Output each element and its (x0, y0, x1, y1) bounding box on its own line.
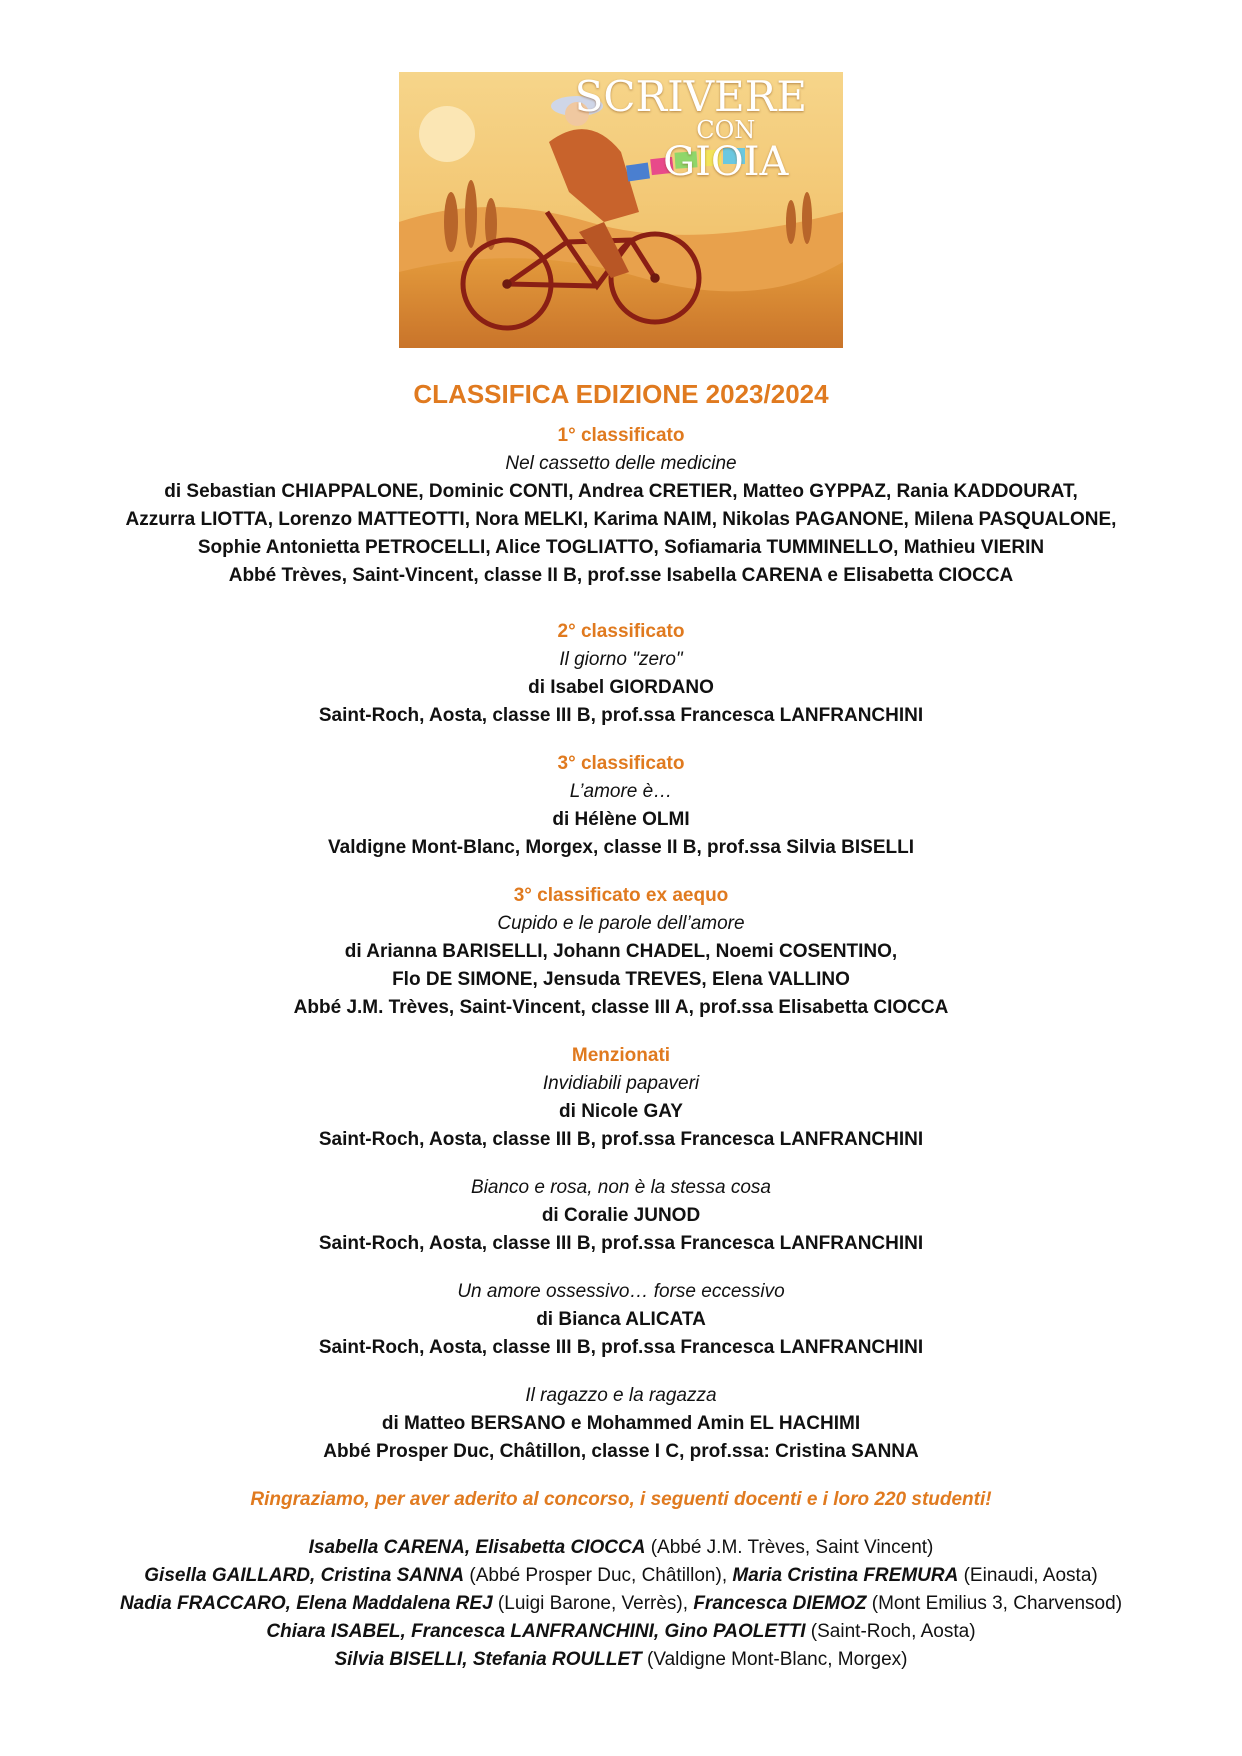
authors-line: di Sebastian CHIAPPALONE, Dominic CONTI, Andrea CRETIER, Matteo GYPPAZ, Rania KADDOURAT, (164, 481, 1078, 502)
ranking-document (0, 376, 1242, 1674)
rank-label: 3° classificato (557, 753, 685, 774)
teacher-school: (Einaudi, Aosta) (958, 1565, 1098, 1586)
school-line: Abbé Prosper Duc, Châtillon, classe I C, prof.ssa: Cristina SANNA (323, 1441, 919, 1462)
authors-line: di Isabel GIORDANO (528, 677, 714, 698)
school-line: Saint-Roch, Aosta, classe III B, prof.ssa Francesca LANFRANCHINI (318, 1337, 924, 1358)
prize-third (0, 750, 1242, 862)
work-title: Bianco e rosa, non è la stessa cosa (471, 1177, 771, 1198)
authors-line: di Nicole GAY (559, 1101, 683, 1122)
teachers-line (0, 1590, 1242, 1618)
mentions-heading: Menzionati (571, 1045, 671, 1066)
authors-line: Flo DE SIMONE, Jensuda TREVES, Elena VALLINO (392, 969, 850, 990)
teacher-school: (Saint-Roch, Aosta) (805, 1621, 976, 1642)
rank-label: 1° classificato (557, 425, 685, 446)
work-title: Il giorno "zero" (559, 649, 683, 670)
authors-line: Azzurra LIOTTA, Lorenzo MATTEOTTI, Nora MELKI, Karima NAIM, Nikolas PAGANONE, Milena PASQUALONE, (125, 509, 1117, 530)
school-line: Abbé J.M. Trèves, Saint-Vincent, classe III A, prof.ssa Elisabetta CIOCCA (293, 997, 949, 1018)
work-title: Un amore ossessivo… forse eccessivo (457, 1281, 785, 1302)
mentions-section (0, 1042, 1242, 1466)
work-title: Il ragazzo e la ragazza (525, 1385, 717, 1406)
logo-text-line3: GIOIA (663, 139, 789, 185)
school-line: Abbé Trèves, Saint-Vincent, classe II B, prof.sse Isabella CARENA e Elisabetta CIOCCA (228, 565, 1014, 586)
teacher-names: Isabella CARENA, Elisabetta CIOCCA (308, 1537, 646, 1558)
work-title: Invidiabili papaveri (542, 1073, 700, 1094)
prize-third-ex-aequo (0, 882, 1242, 1022)
school-line: Saint-Roch, Aosta, classe III B, prof.ssa Francesca LANFRANCHINI (318, 1129, 924, 1150)
rank-label: 3° classificato ex aequo (513, 885, 729, 906)
logo-text-line1: SCRIVERE (574, 72, 807, 121)
school-line: Valdigne Mont-Blanc, Morgex, classe II B, prof.ssa Silvia BISELLI (328, 837, 914, 858)
teacher-names: Nadia FRACCARO, Elena Maddalena REJ (119, 1593, 493, 1614)
teacher-school: (Abbé J.M. Trèves, Saint Vincent) (645, 1537, 934, 1558)
authors-line: Sophie Antonietta PETROCELLI, Alice TOGLIATTO, Sofiamaria TUMMINELLO, Mathieu VIERIN (197, 537, 1045, 558)
page-title: CLASSIFICA EDIZIONE 2023/2024 (413, 379, 829, 409)
authors-line: di Coralie JUNOD (541, 1205, 701, 1226)
teachers-list (0, 1534, 1242, 1674)
thanks-line: Ringraziamo, per aver aderito al concorso, i seguenti docenti e i loro 220 studenti! (250, 1489, 992, 1510)
authors-line: di Bianca ALICATA (536, 1309, 706, 1330)
logo-image (399, 72, 843, 348)
work-title: Cupido e le parole dell’amore (497, 913, 745, 934)
school-line: Saint-Roch, Aosta, classe III B, prof.ssa Francesca LANFRANCHINI (318, 1233, 924, 1254)
rank-label: 2° classificato (557, 621, 685, 642)
teacher-school: (Abbé Prosper Duc, Châtillon), (464, 1565, 733, 1586)
authors-line: di Matteo BERSANO e Mohammed Amin EL HACHIMI (381, 1413, 861, 1434)
prize-first (0, 422, 1242, 590)
teacher-names: Gisella GAILLARD, Cristina SANNA (144, 1565, 465, 1586)
teacher-names: Maria Cristina FREMURA (732, 1565, 959, 1586)
teacher-school: (Valdigne Mont-Blanc, Morgex) (641, 1649, 908, 1670)
teacher-names: Francesca DIEMOZ (693, 1593, 867, 1614)
work-title: Nel cassetto delle medicine (505, 453, 737, 474)
work-title: L’amore è… (569, 781, 673, 802)
teacher-school: (Luigi Barone, Verrès), (492, 1593, 694, 1614)
teachers-line (0, 1562, 1242, 1590)
teachers-line (0, 1646, 1242, 1674)
school-line: Saint-Roch, Aosta, classe III B, prof.ssa Francesca LANFRANCHINI (318, 705, 924, 726)
teachers-line (0, 1618, 1242, 1646)
authors-line: di Hélène OLMI (552, 809, 690, 830)
teacher-names: Silvia BISELLI, Stefania ROULLET (334, 1649, 642, 1670)
logo-text-line2: CON (696, 116, 756, 144)
prize-second (0, 618, 1242, 730)
teachers-line (0, 1534, 1242, 1562)
teacher-school: (Mont Emilius 3, Charvensod) (866, 1593, 1123, 1614)
authors-line: di Arianna BARISELLI, Johann CHADEL, Noemi COSENTINO, (344, 941, 898, 962)
teacher-names: Chiara ISABEL, Francesca LANFRANCHINI, Gino PAOLETTI (266, 1621, 806, 1642)
